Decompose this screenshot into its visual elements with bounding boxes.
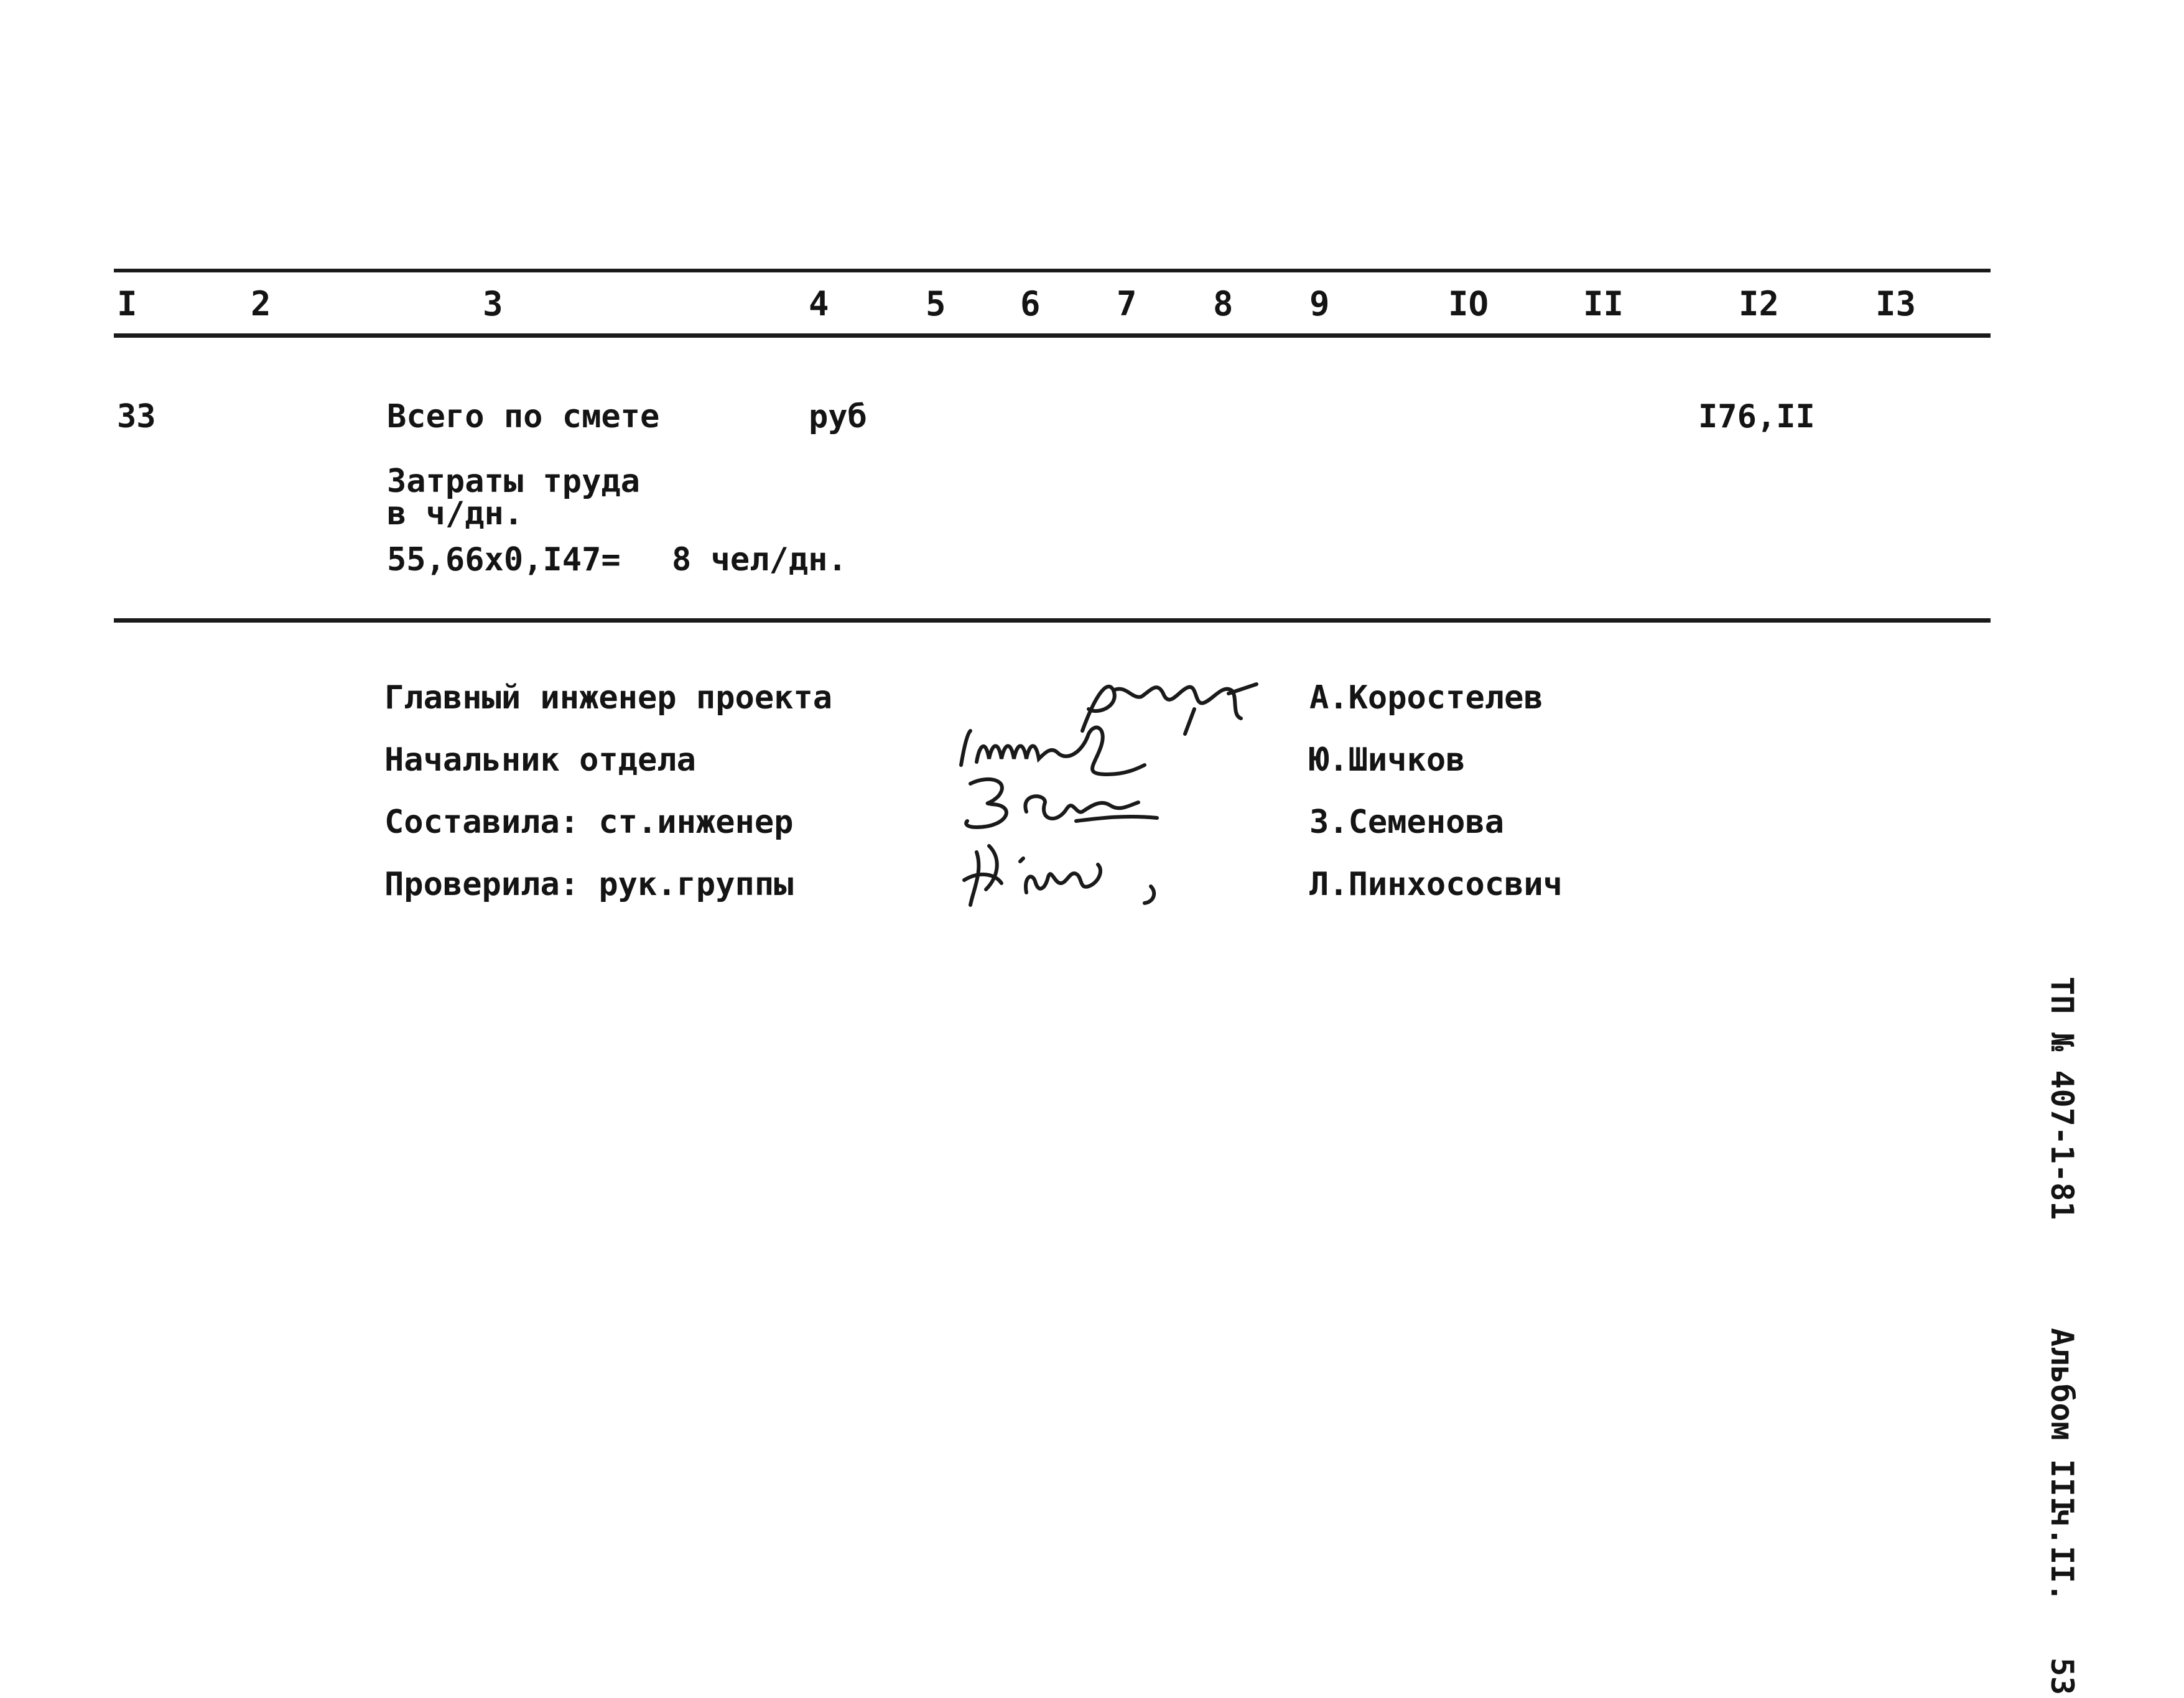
col-header-2: 2 [251, 284, 271, 323]
col-header-8: 8 [1213, 284, 1234, 323]
row-unit: руб [809, 398, 867, 435]
row-total: I76,II [1698, 398, 1815, 435]
labor-calculation: 55,66х0,I47= [387, 541, 621, 578]
album-label: Альбом III [2044, 1328, 2080, 1516]
table-top-rule [114, 269, 1991, 272]
labor-result: 8 чел/дн. [672, 541, 847, 578]
side-stamp [2043, 977, 2081, 1698]
col-header-6: 6 [1020, 284, 1041, 323]
col-header-5: 5 [926, 284, 946, 323]
col-header-7: 7 [1117, 284, 1137, 323]
labor-label-line2: в ч/дн. [387, 495, 524, 532]
signature-compiler [952, 768, 1188, 837]
col-header-12: I2 [1739, 284, 1780, 323]
signatory-role: Проверила: рук.группы [384, 866, 794, 903]
col-header-4: 4 [809, 284, 829, 323]
signature-checker [952, 833, 1188, 914]
signatory-role: Составила: ст.инженер [384, 804, 794, 841]
signatory-role: Главный инженер проекта [384, 679, 833, 717]
page-number: 53 [2044, 1658, 2080, 1696]
labor-label-line1: Затраты труда [387, 463, 640, 500]
col-header-13: I3 [1875, 284, 1917, 323]
col-header-11: II [1583, 284, 1624, 323]
row-number: 33 [117, 398, 156, 435]
signatory-name: Ю.Шичков [1309, 741, 1466, 779]
table-bottom-rule [114, 618, 1991, 623]
col-header-1: I [117, 284, 137, 323]
document-code: ТП № 407-1-81 [2044, 977, 2080, 1220]
col-header-10: IO [1448, 284, 1489, 323]
signatory-role: Начальник отдела [384, 741, 696, 779]
signatory-name: А.Коростелев [1309, 679, 1543, 717]
col-header-3: 3 [483, 284, 503, 323]
col-header-9: 9 [1309, 284, 1330, 323]
signatory-name: Л.Пинхососвич [1309, 866, 1563, 903]
part-label: ч.II. [2044, 1508, 2080, 1602]
row-description: Всего по смете [387, 398, 660, 435]
header-bottom-rule [114, 333, 1991, 338]
signatory-name: З.Семенова [1309, 804, 1505, 841]
